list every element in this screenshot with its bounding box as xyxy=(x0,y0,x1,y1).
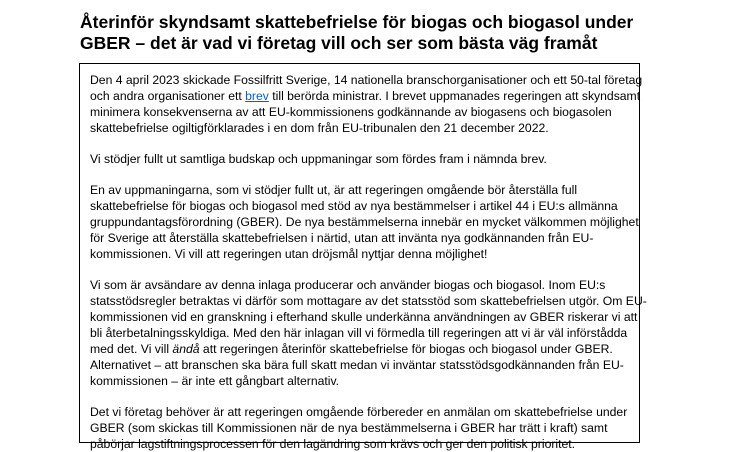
letter-text-box xyxy=(79,63,647,451)
paragraph-gber xyxy=(90,182,639,262)
paragraph-line: GBER (som skickas till Kommissionen när de nya bestämmelserna i GBER har trätt i kraft) samt xyxy=(90,421,608,435)
paragraph-line: minimera konsekvenserna av att EU-kommissionens godkännande av biogasens och biogasolen xyxy=(90,105,612,119)
paragraph-line: kommissionen – är inte ett gångbart alternativ. xyxy=(90,374,340,388)
paragraph-line: påbörjar lagstiftningsprocessen för den lagändring som krävs och ger den politisk prioritet. xyxy=(90,437,576,451)
paragraph-line: Alternativet – att branschen ska bära full skatt medan vi inväntar statsstödsgodkännanden från EU- xyxy=(90,358,624,372)
paragraph-line: Vi som är avsändare av denna inlaga producerar och använder biogas och biogasol. Inom EU:s xyxy=(90,278,606,292)
paragraph-line: Vi stödjer fullt ut samtliga budskap och uppmaningar som fördes fram i nämnda brev. xyxy=(90,152,547,166)
paragraph-line: statsstödsregler betraktas vi därför som mottagare av det statsstöd som skattebefrielsen utgör. Om EU- xyxy=(90,294,647,308)
paragraph-line: bli återbetalningsskyldiga. Med den här inlagan vill vi förmedla till regeringen att vi är väl införstådda xyxy=(90,326,628,340)
paragraph-line: skattebefrielse för biogas och biogasol med stöd av nya bestämmelser i artikel 44 i EU:s allmänna xyxy=(90,199,618,213)
paragraph-line: En av uppmaningarna, som vi stödjer fullt ut, är att regeringen omgående bör återställa full xyxy=(90,183,578,197)
paragraph-line-with-emphasis xyxy=(90,341,639,357)
paragraph-line: kommissionen. Vi vill att regeringen utan dröjsmål nyttjar denna möjlighet! xyxy=(90,247,488,261)
paragraph-senders xyxy=(90,277,647,389)
paragraph-line: för Sverige att återställa skattebefrielsen i närtid, utan att invänta nya godkännanden från EU- xyxy=(90,231,594,245)
paragraph-intro xyxy=(90,72,643,136)
title-line-2: GBER – det är vad vi företag vill och ser som bästa väg framåt xyxy=(80,33,598,53)
paragraph-text: med det. Vi vill xyxy=(90,342,173,356)
paragraph-request xyxy=(90,404,639,452)
document-title xyxy=(80,12,680,54)
paragraph-line: kommissionen vid en granskning i efterhand skulle underkänna användningen av GBER riskerar vi att xyxy=(90,310,638,324)
paragraph-line: Den 4 april 2023 skickade Fossilfritt Sverige, 14 nationella branschorganisationer och ett 50-tal företag xyxy=(90,73,643,87)
brev-link[interactable]: brev xyxy=(245,89,269,103)
paragraph-line: Det vi företag behöver är att regeringen omgående förbereder en anmälan om skattebefrielse under xyxy=(90,405,628,419)
paragraph-line-with-link xyxy=(90,88,639,104)
paragraph-line: skattebefrielse ogiltigförklarades i en dom från EU-tribunalen den 21 december 2022. xyxy=(90,121,549,135)
paragraph-text: och andra organisationer ett xyxy=(90,89,246,103)
paragraph-text: till berörda ministrar. I brevet uppmanades regeringen att skyndsamt xyxy=(268,89,641,103)
paragraph-text: att regeringen återinför skattebefrielse för biogas och biogasol under GBER. xyxy=(199,342,613,356)
emphasis-text: ändå xyxy=(172,342,200,356)
paragraph-line: gruppundantagsförordning (GBER). De nya bestämmelserna innebär en mycket välkommen möjlighet xyxy=(90,215,639,229)
title-line-1: Återinför skyndsamt skattebefrielse för biogas och biogasol under xyxy=(80,12,634,32)
paragraph-support xyxy=(90,151,639,167)
